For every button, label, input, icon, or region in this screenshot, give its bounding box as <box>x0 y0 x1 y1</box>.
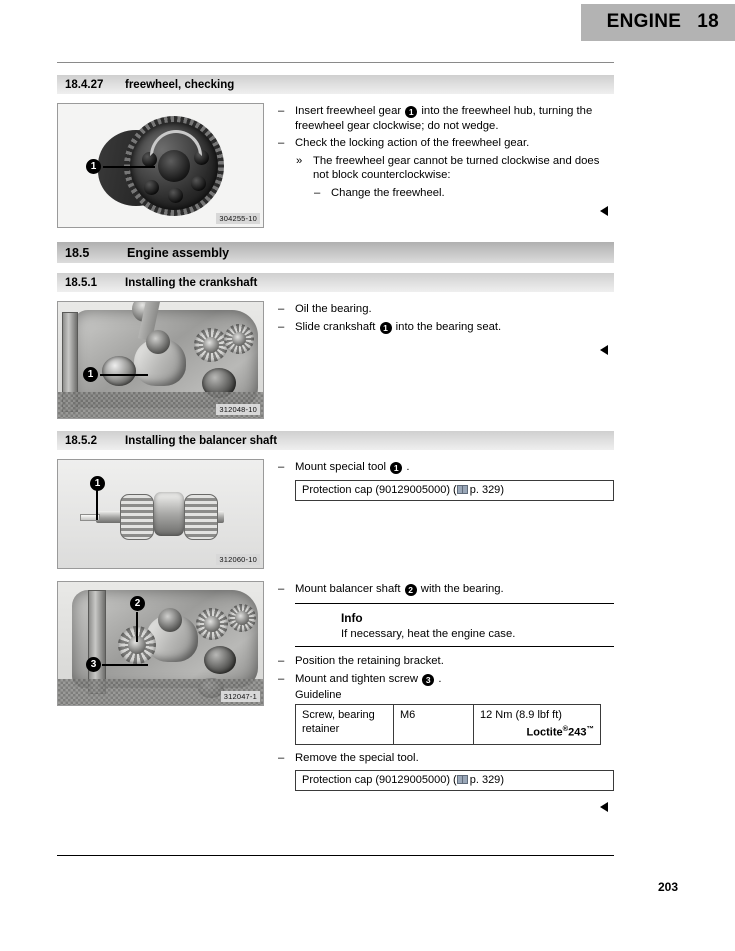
section-header-18-5 <box>57 242 614 263</box>
section-number: 18.5.1 <box>65 276 97 289</box>
inline-callout-1: 1 <box>405 106 417 118</box>
freewheel-bolt-hole <box>144 180 159 195</box>
section-header-18-5-2 <box>57 431 614 450</box>
running-head <box>581 4 735 41</box>
triangle-icon <box>600 206 608 216</box>
figure-caption: 312048-10 <box>216 404 260 415</box>
freewheel-bolt-hole <box>191 176 206 191</box>
case-bore <box>204 646 236 674</box>
info-icon <box>317 609 332 637</box>
section-number: 18.5 <box>65 245 90 260</box>
steps-crankshaft <box>278 301 614 360</box>
figure-wrap-freewheel <box>57 103 264 228</box>
bearing <box>228 604 256 632</box>
step-text: Mount special tool <box>295 461 387 473</box>
page-number: 203 <box>657 880 678 894</box>
step-text: Mount balancer shaft <box>295 583 401 595</box>
section-title: freewheel, checking <box>125 78 235 91</box>
dash-bullet-icon <box>278 136 295 151</box>
section-header-18-5-1 <box>57 273 614 292</box>
book-reference-icon <box>457 775 468 784</box>
figure-callout-3: 3 <box>86 657 101 672</box>
step-text: Mount and tighten screw <box>295 672 419 685</box>
step-text-cont: . <box>406 461 410 473</box>
step-text: Insert freewheel gear <box>295 105 402 117</box>
figure-callout-1: 1 <box>83 367 98 382</box>
dash-bullet-icon <box>278 320 295 335</box>
step-text-cont: into the bearing seat. <box>395 320 502 333</box>
list-item <box>278 460 614 475</box>
step-text: Change the freewheel. <box>331 186 445 199</box>
info-body: If necessary, heat the engine case. <box>341 627 516 640</box>
cell-thread: M6 <box>394 705 474 745</box>
reference-text: Protection cap (90129005000) ( <box>302 483 457 496</box>
dash-bullet-icon <box>278 582 295 597</box>
table-row <box>296 705 601 745</box>
figure-callout-2: 2 <box>130 596 145 611</box>
loctite-code: 243 <box>568 726 587 739</box>
figure-freewheel-gear <box>57 103 264 228</box>
list-item <box>278 104 614 133</box>
step-text: The freewheel gear cannot be turned clockwise and does not block counterclockwise: <box>313 154 600 181</box>
figure-balancer-in-case <box>57 581 264 706</box>
list-item <box>278 154 614 183</box>
section-title: Engine assembly <box>127 245 230 260</box>
loctite-name: Loctite <box>526 726 563 739</box>
info-title: Info <box>341 610 363 625</box>
dash-bullet-icon <box>278 460 295 475</box>
figure-wrap-crankshaft <box>57 301 264 419</box>
cell-component: Screw, bearing retainer <box>296 705 394 745</box>
dash-bullet-icon <box>278 751 295 766</box>
reference-text: Protection cap (90129005000) ( <box>302 774 457 787</box>
callout-leader-line <box>102 664 148 666</box>
book-reference-icon <box>457 485 468 494</box>
step-text: Check the locking action of the freewheel gear. <box>295 137 530 149</box>
trademark-mark: ™ <box>586 724 594 733</box>
cell-threadlocker <box>480 722 594 740</box>
step-text: Slide crankshaft <box>295 320 376 333</box>
figure-caption: 304255-10 <box>216 213 260 224</box>
inline-callout-2: 2 <box>405 584 417 596</box>
list-item <box>278 136 614 151</box>
end-of-section-marker <box>278 342 614 360</box>
callout-leader-line <box>100 374 148 376</box>
inline-callout-1: 1 <box>390 462 402 474</box>
list-item <box>278 672 614 687</box>
bearing-seat <box>102 356 136 386</box>
guillemet-bullet-icon <box>296 154 313 183</box>
inline-callout-3: 3 <box>422 674 434 686</box>
figure-crankcase-crankshaft <box>57 301 264 419</box>
page-content <box>57 62 614 829</box>
freewheel-bolt-hole <box>168 188 183 203</box>
list-item <box>278 186 614 201</box>
list-item <box>278 302 614 317</box>
step-text: Position the retaining bracket. <box>295 655 444 667</box>
figure-callout-1: 1 <box>90 476 105 491</box>
callout-leader-line <box>136 612 138 642</box>
step-text: Remove the special tool. <box>295 751 419 764</box>
dash-bullet-icon <box>278 302 295 317</box>
section-title: Installing the crankshaft <box>125 276 258 289</box>
dash-bullet-icon <box>314 186 331 201</box>
step-text-cont: . <box>438 672 442 685</box>
reference-page[interactable]: p. 329 <box>469 774 501 787</box>
section-block-balancer-mount <box>57 581 614 817</box>
info-box <box>295 603 614 648</box>
list-item <box>278 654 614 669</box>
list-item <box>278 751 614 766</box>
reference-box-protection-cap-2[interactable] <box>295 770 614 791</box>
crankshaft-journal <box>158 608 182 632</box>
dash-bullet-icon <box>278 104 295 133</box>
section-block-crankshaft <box>57 301 614 419</box>
step-text-cont: into the freewheel hub, turning the freewheel gear clockwise; do not wedge. <box>295 105 593 132</box>
content-top-rule <box>57 62 614 63</box>
steps-freewheel <box>278 103 614 221</box>
bearing <box>224 324 254 354</box>
end-of-section-marker <box>278 799 614 817</box>
figure-balancer-shaft <box>57 459 264 569</box>
bearing <box>184 494 218 540</box>
triangle-icon <box>600 802 608 812</box>
triangle-icon <box>600 345 608 355</box>
section-header-18-4-27 <box>57 75 614 94</box>
list-item <box>278 320 614 335</box>
steps-balancer-tool <box>278 459 614 509</box>
figure-caption: 312047-1 <box>221 691 260 702</box>
figure-caption: 312060-10 <box>216 554 260 565</box>
dash-bullet-icon <box>278 654 295 669</box>
callout-leader-line <box>96 490 98 520</box>
steps-balancer-mount <box>278 581 614 817</box>
running-head-title: ENGINE <box>606 11 682 32</box>
section-title: Installing the balancer shaft <box>125 434 278 447</box>
list-item <box>278 582 614 597</box>
bearing <box>120 494 154 540</box>
cell-torque: 12 Nm (8.9 lbf ft) <box>480 709 562 721</box>
counterweight <box>154 492 184 536</box>
bearing <box>194 328 228 362</box>
reference-page[interactable]: p. 329 <box>469 483 501 496</box>
figure-wrap-balancer-mount <box>57 581 264 706</box>
bearing <box>196 608 228 640</box>
dash-bullet-icon <box>278 672 295 687</box>
crankshaft-journal <box>146 330 170 354</box>
step-text: Oil the bearing. <box>295 303 372 315</box>
footer-rule <box>57 855 614 856</box>
figure-wrap-balancer-shaft <box>57 459 264 569</box>
section-block-balancer-tool <box>57 459 614 569</box>
end-of-section-marker <box>278 203 614 221</box>
reference-text-close: ) <box>500 774 504 787</box>
registered-mark: ® <box>562 724 569 733</box>
reference-text-close: ) <box>500 483 504 496</box>
guideline-table <box>295 704 601 745</box>
step-text-cont: with the bearing. <box>420 583 504 595</box>
section-number: 18.5.2 <box>65 434 97 447</box>
figure-callout-1: 1 <box>86 159 101 174</box>
guideline-label: Guideline <box>295 689 342 701</box>
callout-leader-line <box>103 166 155 168</box>
section-number: 18.4.27 <box>65 78 104 91</box>
reference-box-protection-cap-1[interactable] <box>295 480 614 501</box>
running-head-chapter-number: 18 <box>697 11 719 32</box>
section-block-freewheel <box>57 103 614 228</box>
inline-callout-1: 1 <box>380 322 392 334</box>
